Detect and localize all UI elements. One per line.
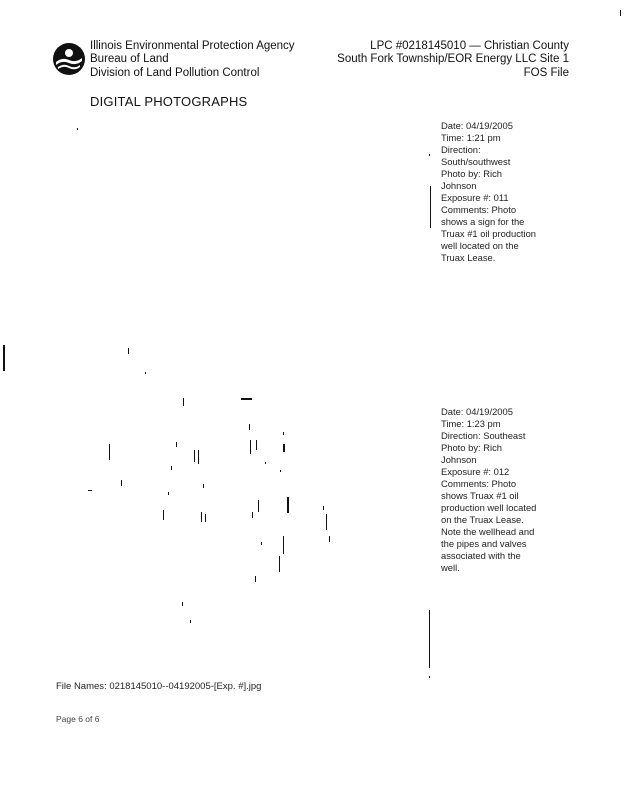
scan-speck xyxy=(163,510,164,520)
agency-header xyxy=(90,40,295,80)
scan-speck xyxy=(241,398,252,400)
caption-line: the pipes and valves xyxy=(441,538,527,549)
bureau-name: Bureau of Land xyxy=(90,53,169,66)
scan-speck xyxy=(265,462,266,464)
scan-speck xyxy=(329,536,330,542)
caption-line: Date: 04/19/2005 xyxy=(441,406,513,417)
caption-line: Time: 1:21 pm xyxy=(441,132,501,143)
site-header xyxy=(337,40,569,80)
scan-speck xyxy=(128,348,129,354)
scan-speck xyxy=(279,556,280,572)
page-title: DIGITAL PHOTOGRAPHS xyxy=(90,94,248,109)
scan-speck xyxy=(198,450,199,464)
scan-speck xyxy=(283,536,284,554)
scan-speck xyxy=(88,490,92,491)
scan-speck xyxy=(121,480,122,486)
scan-speck xyxy=(280,470,281,472)
scan-speck xyxy=(326,514,327,530)
caption-line: shows Truax #1 oil xyxy=(441,490,519,501)
scan-speck xyxy=(256,440,257,450)
scan-speck xyxy=(261,542,262,545)
scan-speck xyxy=(430,186,431,228)
caption-line: Photo by: Rich xyxy=(441,168,502,179)
scan-speck xyxy=(249,424,250,430)
iepa-logo-icon xyxy=(52,42,86,76)
scan-speck xyxy=(252,512,253,518)
scan-speck xyxy=(190,620,191,623)
scan-speck xyxy=(258,500,259,512)
scan-speck xyxy=(145,372,146,374)
scan-speck xyxy=(255,576,256,582)
caption-line: shows a sign for the xyxy=(441,216,525,227)
scan-speck xyxy=(429,154,430,156)
caption-line: well. xyxy=(441,562,460,573)
caption-line: Johnson xyxy=(441,454,477,465)
caption-line: Exposure #: 011 xyxy=(441,192,509,203)
scan-speck xyxy=(3,345,5,371)
caption-line: Truax #1 oil production xyxy=(441,228,537,239)
scan-speck xyxy=(201,512,202,522)
caption-line: Comments: Photo xyxy=(441,478,517,489)
caption-line: Date: 04/19/2005 xyxy=(441,120,513,131)
scan-speck xyxy=(168,492,169,495)
scan-speck xyxy=(283,432,284,435)
scan-speck xyxy=(183,398,184,406)
scan-speck xyxy=(283,444,285,452)
caption-line: Truax Lease. xyxy=(441,252,496,263)
scan-speck xyxy=(429,676,430,678)
scan-speck xyxy=(176,442,177,447)
scan-speck xyxy=(429,610,430,668)
scan-speck xyxy=(182,602,183,606)
caption-line: Direction: Southeast xyxy=(441,430,526,441)
caption-line: Direction: xyxy=(441,144,481,155)
scan-speck xyxy=(205,514,206,522)
scan-speck xyxy=(194,450,195,462)
agency-name: Illinois Environmental Protection Agency xyxy=(90,40,295,52)
caption-line: on the Truax Lease. xyxy=(441,514,524,525)
caption-line: Johnson xyxy=(441,180,477,191)
caption-line: associated with the xyxy=(441,550,521,561)
caption-line: well located on the xyxy=(441,240,519,251)
scan-speck xyxy=(323,506,324,510)
caption-line: production well located xyxy=(441,502,537,513)
scan-speck xyxy=(203,484,204,488)
scan-speck xyxy=(620,10,621,16)
file-names: File Names: 0218145010--04192005-[Exp. #].jpg xyxy=(56,681,262,692)
caption-line: Comments: Photo xyxy=(441,204,517,215)
division-name: Division of Land Pollution Control xyxy=(90,66,260,79)
caption-line: Note the wellhead and xyxy=(441,526,535,537)
file-type: FOS File xyxy=(523,66,569,79)
scan-speck xyxy=(250,440,251,454)
scan-speck xyxy=(171,466,172,470)
scan-speck xyxy=(287,497,289,513)
scan-speck xyxy=(77,128,78,130)
caption-line: Exposure #: 012 xyxy=(441,466,510,477)
caption-line: South/southwest xyxy=(441,156,511,167)
site-name: South Fork Township/EOR Energy LLC Site 1 xyxy=(337,53,569,66)
page-number: Page 6 of 6 xyxy=(56,714,100,724)
photo-caption-1 xyxy=(441,120,571,264)
photo-caption-2 xyxy=(441,406,571,574)
lpc-number: LPC #0218145010 — Christian County xyxy=(370,40,569,52)
caption-line: Time: 1:23 pm xyxy=(441,418,501,429)
caption-line: Photo by: Rich xyxy=(441,442,502,453)
scan-speck xyxy=(109,444,110,460)
